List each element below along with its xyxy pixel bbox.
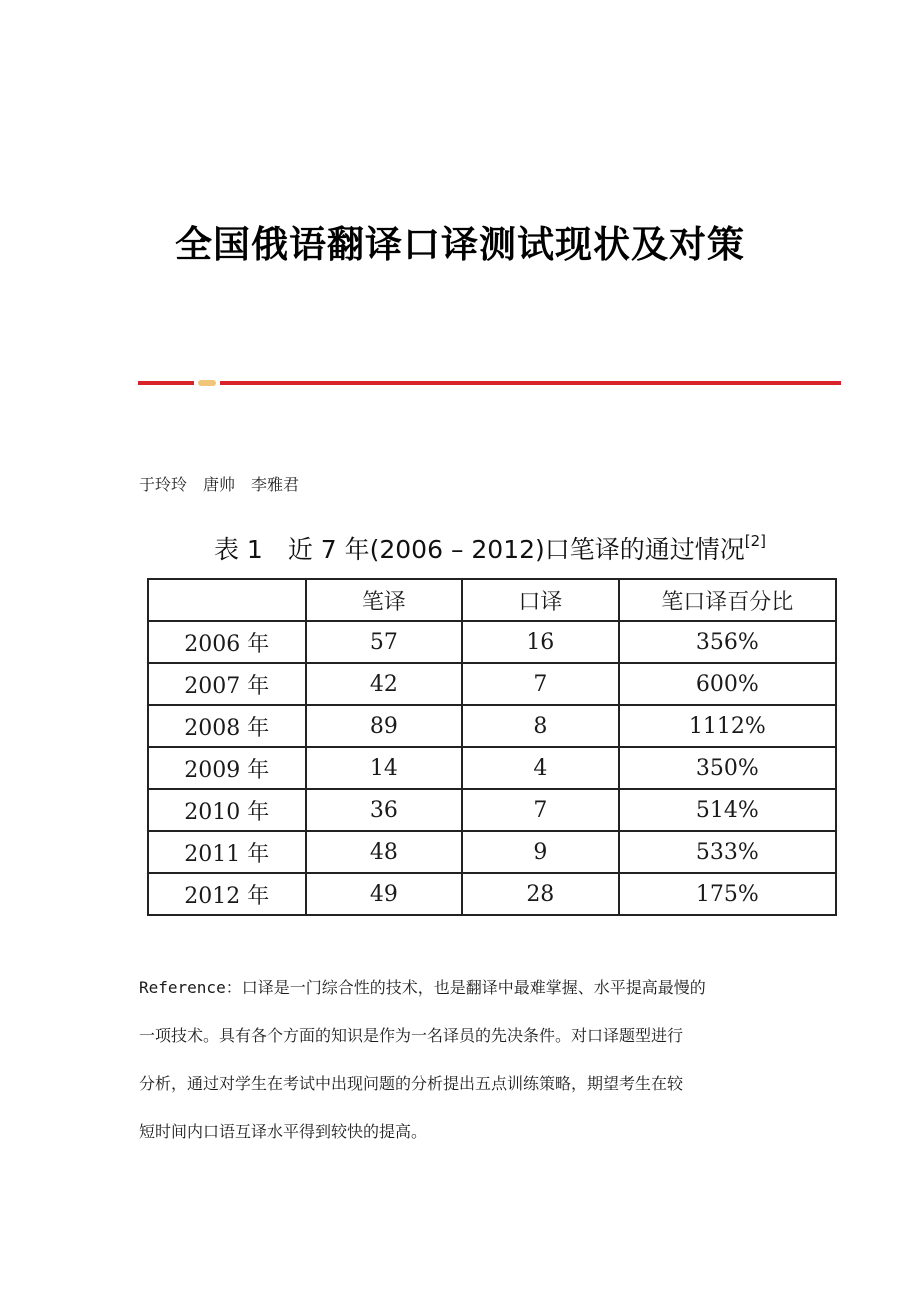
cell-year: 2007 年 [148,663,306,705]
cell-year: 2006 年 [148,621,306,663]
cell-ratio: 533% [619,831,836,873]
abstract-line: 分析，通过对学生在考试中出现问题的分析提出五点训练策略，期望考生在较 [139,1074,684,1093]
table-caption [140,530,840,566]
authors: 于玲玲 唐帅 李雅君 [139,475,300,494]
abstract [139,964,789,1156]
table-row [148,789,836,831]
abstract-line: 一项技术。具有各个方面的知识是作为一名译员的先决条件。对口译题型进行 [139,1026,684,1045]
cell-year: 2012 年 [148,873,306,915]
cell-ratio: 175% [619,873,836,915]
table-row [148,663,836,705]
cell-written: 36 [306,789,462,831]
table-caption-text: 表 1 近 7 年(2006 – 2012)口笔译的通过情况 [213,535,745,564]
cell-written: 57 [306,621,462,663]
cell-written: 89 [306,705,462,747]
divider-bar-right [220,381,841,385]
table-row [148,747,836,789]
header-cell-ratio: 笔口译百分比 [619,579,836,621]
cell-oral: 8 [462,705,618,747]
cell-year: 2011 年 [148,831,306,873]
header-cell-oral: 口译 [462,579,618,621]
table-row [148,831,836,873]
table-row [148,705,836,747]
header-cell-year [148,579,306,621]
cell-ratio: 350% [619,747,836,789]
divider-ornament [198,380,216,386]
header-cell-written: 笔译 [306,579,462,621]
table-caption-ref: [2] [744,532,767,550]
document-title: 全国俄语翻译口译测试现状及对策 [175,222,745,266]
table-header-row [148,579,836,621]
cell-oral: 16 [462,621,618,663]
cell-year: 2010 年 [148,789,306,831]
divider-bar-left [138,381,194,385]
abstract-line: Reference：口译是一门综合性的技术，也是翻译中最难掌握、水平提高最慢的 [139,978,706,997]
cell-written: 14 [306,747,462,789]
cell-written: 42 [306,663,462,705]
cell-ratio: 1112% [619,705,836,747]
cell-ratio: 514% [619,789,836,831]
cell-year: 2009 年 [148,747,306,789]
abstract-line: 短时间内口语互译水平得到较快的提高。 [139,1122,428,1141]
cell-ratio: 600% [619,663,836,705]
table-row [148,621,836,663]
title-divider [138,380,841,386]
cell-oral: 9 [462,831,618,873]
cell-oral: 28 [462,873,618,915]
cell-written: 49 [306,873,462,915]
pass-rate-table [147,578,837,916]
cell-oral: 7 [462,789,618,831]
cell-year: 2008 年 [148,705,306,747]
table-row [148,873,836,915]
cell-written: 48 [306,831,462,873]
cell-ratio: 356% [619,621,836,663]
cell-oral: 4 [462,747,618,789]
cell-oral: 7 [462,663,618,705]
